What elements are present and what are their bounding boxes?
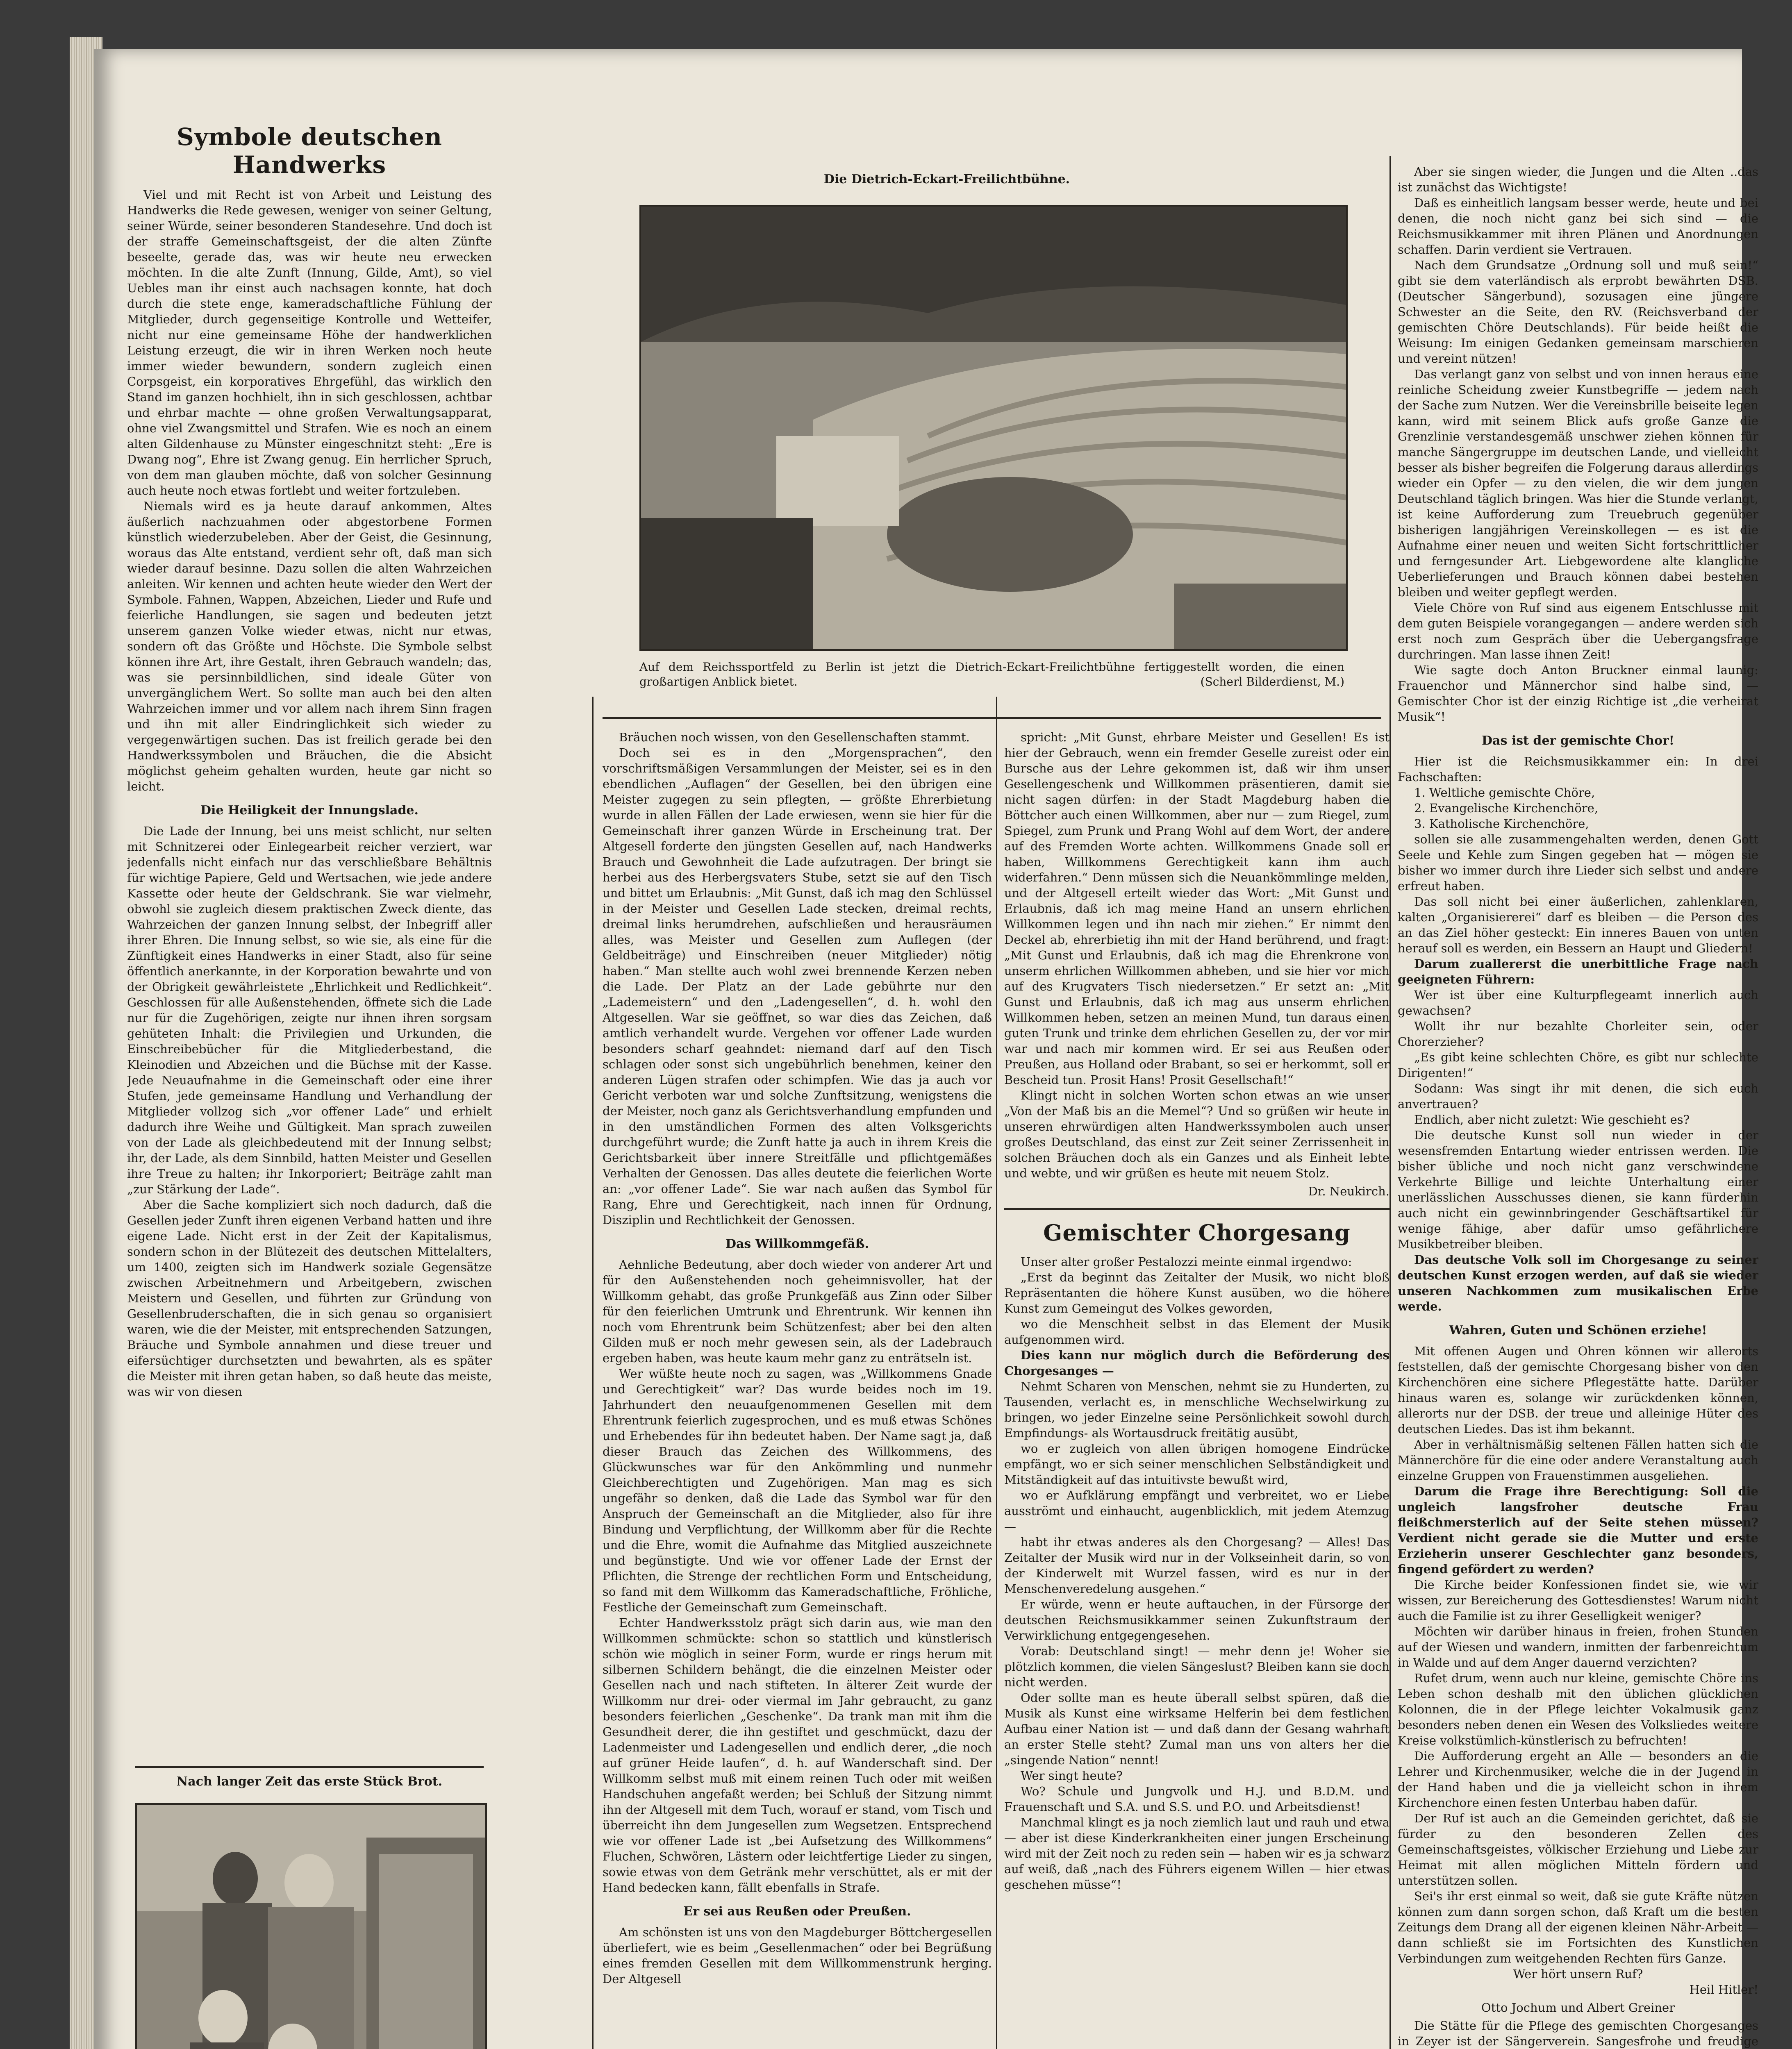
photo-title-buehne: Die Dietrich-Eckart-Freilichtbühne. bbox=[823, 172, 1070, 186]
column-4 bbox=[1398, 164, 1758, 2049]
photo-children-bread bbox=[135, 1803, 487, 2049]
paragraph: Darum die Frage ihre Berechtigung: Soll die ungleich langsfroher deutsche Frau fleißchmersterlich auf der Seite stehen müssen? Verdient nicht gerade sie die Mutter und erste Erzieherin unserer Geschlechter ganz besonders, fingend gefördert zu werden? bbox=[1398, 1484, 1758, 1576]
column-rule bbox=[592, 697, 594, 2049]
paragraph: Wollt ihr nur bezahlte Chorleiter sein, oder Chorerzieher? bbox=[1398, 1019, 1758, 1049]
paragraph: Heil Hitler! bbox=[1689, 1983, 1758, 1997]
column-1 bbox=[127, 123, 492, 1399]
article-title-symbole: Symbole deutschen Handwerks bbox=[177, 123, 442, 179]
paragraph: Bräuchen noch wissen, von den Gesellenschaften stammt. bbox=[619, 730, 970, 744]
paragraph: Mit offenen Augen und Ohren können wir allerorts feststellen, daß der gemischte Chorgesang bisher von den Kirchenchören eine sichere Pflegestätte hatte. Darüber hinaus waren es, solange wir zurückdenken können, allerorts nur der DSB. der treue und alleinige Hüter des deutschen Liedes. Das ist ihm bekannt. bbox=[1398, 1344, 1758, 1436]
paragraph: Vorab: Deutschland singt! — mehr denn je! Woher sie plötzlich kommen, die vielen Sängeslust? Bleiben kann sie doch nicht werden. bbox=[1004, 1644, 1389, 1689]
paragraph: Die Kirche beider Konfessionen findet sie, wie wir wissen, zur Bereicherung des Gottesdienstes! Warum nicht auch die Familie ist zu ihrer Geselligkeit weniger? bbox=[1398, 1578, 1758, 1623]
photo-amphitheater bbox=[639, 205, 1348, 651]
paragraph: spricht: „Mit Gunst, ehrbare Meister und Gesellen! Es ist hier der Gebrauch, wenn ein fremder Geselle zureist oder ein Bursche aus der Lehre gekommen ist, daß wir ihm unser Gesellengeschenk und Willkommen präsentieren, damit sie nicht sagen dürfen: in der Stadt Magdeburg haben die Böttcher auch einen Willkommen, aber nur — zum Riegel, zum Spiegel, zum Prunk und Prang Wohl auf dem Wort, der andere auf des Fremden Worte achten. Willkommens Gnade soll er haben, Willkommens Gerechtigkeit kann ihm auch widerfahren.“ Denn müssen sich die Neuankömmlinge melden, und der Altgesell erteilt wieder das Wort: „Mit Gunst und Erlaubnis, daß ich mag meine Hand an unsern ehrlichen Willkommen legen und ihn nach mir ziehen.“ Er nimmt den Deckel ab, ehrerbietig ihn mit der Hand berührend, und fragt: „Mit Gunst und Erlaubnis, daß ich mag die Ehrenkrone von unserm ehrlichen Willkommen abheben, und sie hier vor mich auf des Krugvaters Tisch niedersetzen.“ Er setzt an: „Mit Gunst und Erlaubnis, daß ich mag aus unserm ehrlichen Willkommen heben, setzen an meinen Mund, tun daraus einen guten Trunk und trinke dem ehrlichen Gesellen zu, der vor mir war und nach mir kommen wird. Er sei aus Reußen oder Preußen, aus Holland oder Brabant, so sei er herkommt, soll er Bescheid tun. Prosit Hans! Prosit Gesellschaft!“ bbox=[1004, 730, 1389, 1087]
paragraph: Wer wüßte heute noch zu sagen, was „Willkommens Gnade und Gerechtigkeit“ war? Das wurde beides noch im 19. Jahrhundert den neuaufgenommenen Gesellen mit dem Ehrentrunk feierlich zugesprochen, und es muß etwas Schönes und Erhebendes für ihn bedeutet haben. Der Name sagt ja, daß dieser Brauch das Zeichen des Willkommens, des Glückwunsches war für den Ankömmling und nunmehr Gleichberechtigten und Zugehörigen. Man mag es sich ungefähr so denken, daß die Lade das Symbol war für den Anspruch der Gemeinschaft an die Mitglieder, also für ihre Bindung und Verpflichtung, der Willkomm aber für die Rechte und die Ehre, womit die Aufnahme das Mitglied auszeichnete und begünstigte. Und wie vor offener Lade der Ernst der Pflichten, die Strenge der rechtlichen Form und Entscheidung, so fand mit dem Willkomm das Kameradschaftliche, Fröhliche, Festliche der Gemeinschaft zum Gemeinschaft. bbox=[603, 1367, 992, 1614]
paragraph: Die Lade der Innung, bei uns meist schlicht, nur selten mit Schnitzerei oder Einlegearbeit reicher verziert, war jedenfalls nicht einfach nur das verschließbare Behältnis für wichtige Papiere, Geld und Wertsachen, wie jede andere Kassette oder heute der Geldschrank. Sie war vielmehr, obwohl sie zugleich diesem praktischen Zweck diente, das Wahrzeichen der ganzen Innung selbst, der Inbegriff aller ihrer Ehren. Die Innung selbst, so wie sie, als eine für die Zünftigkeit eines Handwerks in einer Stadt, also für seine öffentlich anerkannte, in der Korporation bewahrte und von der Obrigkeit gewährleistete „Ehrlichkeit und Redlichkeit“. Geschlossen für alle Außenstehenden, öffnete sich die Lade nur für die Zugehörigen, zeigte nur ihnen ihren sorgsam gehüteten Inhalt: die Privilegien und Urkunden, die Einschreibebücher für die Mitgliederbestand, die Kleinodien und Abzeichen und die Büchse mit der Kasse. Jede Neuaufnahme in die Gemeinschaft oder eine ihrer Stufen, jede gemeinsame Handlung und Verhandlung der Mitglieder vollzog sich „vor offener Lade“ und erhielt dadurch ihre Weihe und Gültigkeit. Man sprach zuweilen von der Lade als gleichbedeutend mit der Innung selbst; ihr, der Lade, als dem Sinnbild, hatten Meister und Gesellen ihre Treue zu halten; ihr Inkorporiert; Beiträge zahlt man „zur Stärkung der Lade“. bbox=[127, 824, 492, 1196]
children-photo-image bbox=[137, 1805, 485, 2049]
column-rule bbox=[996, 697, 997, 2049]
paragraph: Hier ist die Reichsmusikkammer ein: In drei Fachschaften: bbox=[1398, 754, 1758, 784]
paragraph: Aber die Sache kompliziert sich noch dadurch, daß die Gesellen jeder Zunft ihren eigenen Verband hatten und ihre eigene Lade. Nicht erst in der Zeit der Kapitalismus, sondern schon in der Blütezeit des deutschen Mittelalters, um 1400, zeigten sich im Handwerk soziale Gegensätze zwischen Arbeitnehmern und Arbeitgebern, zwischen Meistern und Gesellen, und führten zur Gründung von Gesellenbruderschaften, die in sich genau so organisiert waren, wie die der Meister, mit entsprechenden Satzungen, Bräuche und Symbole annahmen und diese treuer und eifersüchtiger durchsetzten und bewahrten, als es später die Meister mit ihren getan haben, so daß heute das meiste, was wir von diesen bbox=[127, 1198, 492, 1399]
paragraph: wo er zugleich von allen übrigen homogene Eindrücke empfängt, wo er sich seiner menschlichen Selbständigkeit und Mitständigkeit auf das intuitivste bewußt wird, bbox=[1004, 1442, 1389, 1487]
paragraph: Niemals wird es ja heute darauf ankommen, Altes äußerlich nachzuahmen oder abgestorbene Formen künstlich wiederzubeleben. Aber der Geist, die Gesinnung, woraus das Alte entstand, verdient sehr oft, daß man sich wieder darauf besinne. Dazu sollen die alten Wahrzeichen anleiten. Wir kennen und achten heute wieder den Wert der Symbole. Fahnen, Wappen, Abzeichen, Lieder und Rufe und feierliche Handlungen, sie sagen und bedeuten jetzt unserem ganzen Volke wieder etwas, nicht nur etwas, sondern oft das Größte und Höchste. Die Symbole selbst können ihre Art, ihre Gestalt, ihren Gebrauch wandeln; das, was sie persinnbildlichen, sind ideale Güter von unvergänglichem Wert. So sollte man auch bei den alten Wahrzeichen immer und vor allem nach ihrem Sinn fragen und ihn mit aller Eindringlichkeit sich wieder zu vergegenwärtigen suchen. Das ist freilich gerade bei den Handwerkssymbolen und Bräuchen, die die Absicht möglichst geheim gehalten wurden, heute gar nicht so leicht. bbox=[127, 499, 492, 793]
signature-jochum-greiner: Otto Jochum und Albert Greiner bbox=[1481, 2001, 1675, 2015]
paragraph: Am schönsten ist uns von den Magdeburger Böttchergesellen überliefert, wie es beim „Gesellenmachen“ oder bei Begrüßung eines fremden Gesellen mit dem Willkommenstrunk herging. Der Altgesell bbox=[603, 1925, 992, 1986]
paragraph: Das soll nicht bei einer äußerlichen, zahlenklaren, kalten „Organisiererei“ darf es bleiben — die Person des an das Ziel höher gesteckt: Ein inneres Bauen von unten herauf soll es werden, ein Bessern an Haupt und Gliedern! bbox=[1398, 895, 1758, 955]
column-2 bbox=[603, 729, 992, 2049]
subheading-wahren: Wahren, Guten und Schönen erziehe! bbox=[1449, 1323, 1707, 1338]
article-title-chorgesang: Gemischter Chorgesang bbox=[1043, 1220, 1351, 1246]
paragraph: Die Aufforderung ergeht an Alle — besonders an die Lehrer und Kirchenmusiker, welche die in der Jugend in der Hand haben und die ja vielleicht schon in ihrem Kirchenchore einen festen Unterbau haben dafür. bbox=[1398, 1749, 1758, 1810]
paragraph: Viele Chöre von Ruf sind aus eigenem Entschlusse mit dem guten Beispiele vorangegangen — andere werden sich erst noch zum Gespräch über die Uebergangsfrage durchringen. Man lasse ihnen Zeit! bbox=[1398, 601, 1758, 661]
amphitheater-photo-image bbox=[641, 207, 1346, 649]
subheading-gemischter-chor: Das ist der gemischte Chor! bbox=[1482, 734, 1674, 748]
caption-credit: (Scherl Bilderdienst, M.) bbox=[1200, 675, 1344, 688]
paragraph: Nehmt Scharen von Menschen, nehmt sie zu Hunderten, zu Tausenden, verlacht es, in menschliche Wechselwirkung zu bringen, wo jeder Einzelne seine Persönlichkeit sowohl durch Empfindungs- als Wortausdruck freitätig ausübt, bbox=[1004, 1379, 1389, 1440]
paragraph: Doch sei es in den „Morgensprachen“, den vorschriftsmäßigen Versammlungen der Meister, sei es in den ebendlichen „Auflagen“ der Gesellen, bei den übrigen eine Meister zugegen zu sein pflegten, — größte Ehrerbietung wurde in allen Fällen der Lade erwiesen, wenn sie hier für die Gemeinschaft ihrer ganzen Würde in Erscheinung trat. Der Altgesell forderte den jüngsten Gesellen auf, nach Handwerks Brauch und Gewohnheit die Lade aufzutragen. Der bringt sie herbei aus des Herbergsvaters Stube, setzt sie auf den Tisch und bittet um Erlaubnis: „Mit Gunst, daß ich mag den Schlüssel in der Meister und Gesellen Lade stecken, dreimal rechts, dreimal links herumdrehen, aufschließen und herausräumen alles, was Meister und Gesellen zum Auflegen (der Geldbeiträge) und Einschreiben (neuer Mitglieder) nötig haben.“ Man stellte auch wohl zwei brennende Kerzen neben die Lade. Der Platz an der Lade gebührte nur den „Lademeistern“ und den „Ladengesellen“, d. h. wohl den Altgesellen. War sie geöffnet, so war dies das Zeichen, daß amtlich verhandelt wurde. Vergehen vor offener Lade wurden besonders scharf geahndet: niemand darf auf den Tisch schlagen oder sonst sich ungebührlich benehmen, keiner den anderen Lügen strafen oder schimpfen. Wie das ja auch vor Gericht verboten war und solche Zunftsitzung, wenigstens die der Meister, noch ganz als Gerichtsverhandlung empfunden und in den umständlichen Formen des alten Volksgerichts durchgeführt wurde; die Zunft hatte ja auch in ihrem Kreis die Gerichtsbarkeit über innere Streitfälle und pflichtgemäßes Verhalten der Genossen. Das alles deutete die feierlichen Worte an: „vor offener Lade“. Sie war nach außen das Symbol für Rang, Ehre und Gerechtigkeit, nach innen für Ordnung, Disziplin und Rechtlichkeit der Genossen. bbox=[603, 746, 992, 1227]
paragraph: Darum zuallererst die unerbittliche Frage nach geeigneten Führern: bbox=[1398, 957, 1758, 986]
paragraph: wo er Aufklärung empfängt und verbreitet, wo er Liebe ausströmt und einhaucht, augenblicklich, mit jedem Atemzug — bbox=[1004, 1488, 1389, 1533]
paragraph: Das deutsche Volk soll im Chorgesange zu seiner deutschen Kunst erzogen werden, auf daß sie wieder unseren Nachkommen zum musikalischen Erbe werde. bbox=[1398, 1253, 1758, 1313]
paragraph: Unser alter großer Pestalozzi meinte einmal irgendwo: bbox=[1021, 1255, 1352, 1269]
paragraph: „Es gibt keine schlechten Chöre, es gibt nur schlechte Dirigenten!“ bbox=[1398, 1050, 1758, 1080]
column-rule bbox=[1389, 156, 1391, 2049]
subheading-willkomm: Das Willkommgefäß. bbox=[725, 1237, 869, 1251]
paragraph: Endlich, aber nicht zuletzt: Wie geschieht es? bbox=[1414, 1113, 1690, 1127]
paragraph: Sei's ihr erst einmal so weit, daß sie gute Kräfte nützen können zum dann sorgen schon, daß Kraft um die besten Zeitungs dem Drang all der eigenen kleinen Nähr-Arbeit — dann schließt sie im Fortsichten des Kunstlichen Verbindungen zum weitgehenden Rechten fürs Ganze. bbox=[1398, 1889, 1758, 1965]
paragraph: Aber in verhältnismäßig seltenen Fällen hatten sich die Männerchöre für die eine oder andere Veranstaltung auch einzelne Gruppen von Frauenstimmen ausgeliehen. bbox=[1398, 1438, 1758, 1483]
photo-caption-buehne bbox=[639, 660, 1344, 689]
caption-text: Auf dem Reichssportfeld zu Berlin ist jetzt die Dietrich-Eckart-Freilichtbühne fertiggestellt worden, die einen großartigen Anblick bietet. bbox=[639, 660, 1344, 688]
divider bbox=[1004, 1208, 1389, 1210]
paragraph: wo die Menschheit selbst in das Element der Musik aufgenommen wird. bbox=[1004, 1317, 1389, 1347]
paragraph: Daß es einheitlich langsam besser werde, heute und bei denen, die noch nicht ganz bei sich sind — die Reichsmusikkammer mit ihren Plänen und Anordnungen schaffen. Darin verdient sie Vertrauen. bbox=[1398, 196, 1758, 257]
list-item: 1. Weltliche gemischte Chöre, bbox=[1414, 786, 1595, 800]
paragraph: Viel und mit Recht ist von Arbeit und Leistung des Handwerks die Rede gewesen, weniger von seiner Geltung, seiner Würde, seiner besonderen Standesehre. Und doch ist der straffe Gemeinschaftsgeist, der die alten Zünfte beseelte, gerade das, was wir heute neu erwecken möchten. In die alte Zunft (Innung, Gilde, Amt), so viel Uebles man ihr einst auch nachsagen konnte, hat doch durch die stete enge, kameradschaftliche Fühlung der Mitglieder, durch gegenseitige Kontrolle und Wetteifer, nicht nur eine gemeinsame Höhe der handwerklichen Leistung erzeugt, die wir in ihren Werken noch heute immer wieder bewundern, sondern zugleich einen Corpsgeist, ein korporatives Ehrgefühl, das wirklich den Stand im ganzen hochhielt, ihn in sich geschlossen, achtbar und ehrbar machte — ohne großen Verwaltungsapparat, ohne viel Zwangsmittel und Strafen. Wie es noch an einem alten Gildenhause zu Münster eingeschnitzt steht: „Ere is Dwang nog“, Ehre ist Zwang genug. Ein herrlicher Spruch, von dem man glauben möchte, daß von solcher Gesinnung auch heute noch etwas fortlebt und weiter fortzuleben. bbox=[127, 188, 492, 497]
paragraph: Die deutsche Kunst soll nun wieder in der wesensfremden Entartung wieder entrissen werden. Die bisher übliche und noch nicht ganz verschwindene Verkehrte Billige und leichte Unterhaltung einer unerlässlichen Ausschusses dienen, sie kann fürderhin auch nicht ein gewinnbringender Geschäftsartikel für wenige fähige, aber dafür umso gefährlichere Musikbetreiber bleiben. bbox=[1398, 1128, 1758, 1251]
paragraph: Er würde, wenn er heute auftauchen, in der Fürsorge der deutschen Reichsmusikkammer seinen Zukunftstraum der Verwirklichung entgegengesehen. bbox=[1004, 1597, 1389, 1642]
paragraph: habt ihr etwas anderes als den Chorgesang? — Alles! Das Zeitalter der Musik wird nur in der Volkseinheit darin, so von der Kinderwelt mit Wurzel fassen, wird es nur in der Menschenveredelung ausgehen.“ bbox=[1004, 1535, 1389, 1596]
paragraph: Manchmal klingt es ja noch ziemlich laut und rauh und etwa — aber ist diese Kinderkrankheiten einer jungen Erscheinung wird mit der Zeit noch zu reden sein — haben wir es ja schwarz auf weiß, daß „nach des Führers eigenem Willen — hier etwas geschehen müsse“! bbox=[1004, 1815, 1389, 1892]
paragraph: Wie sagte doch Anton Bruckner einmal launig: Frauenchor und Männerchor sind halbe sind, — Gemischter Chor ist der einzig Richtige ist „die verheirat Musik“! bbox=[1398, 663, 1758, 724]
paragraph: Wo? Schule und Jungvolk und H.J. und B.D.M. und Frauenschaft und S.A. und S.S. und P.O. und Arbeitsdienst! bbox=[1004, 1784, 1389, 1814]
divider bbox=[135, 1766, 484, 1768]
divider bbox=[603, 717, 1381, 719]
subheading-reussen: Er sei aus Reußen oder Preußen. bbox=[683, 1904, 911, 1919]
paragraph: Oder sollte man es heute überall selbst spüren, daß die Musik als Kunst eine wirksame Helferin bei dem festlichen Aufbau einer Nation ist — und daß dann der Gesang wahrhaft an erster Stelle steht? Zumal man uns von alters her die „singende Nation“ nennt! bbox=[1004, 1691, 1389, 1767]
paragraph: Wer hört unsern Ruf? bbox=[1513, 1967, 1643, 1981]
subheading-lade: Die Heiligkeit der Innungslade. bbox=[200, 803, 418, 818]
paragraph: Wer ist über eine Kulturpflegeamt innerlich auch gewachsen? bbox=[1398, 988, 1758, 1018]
paragraph: Die Stätte für die Pflege des gemischten Chorgesanges in Zeyer ist der Sängerverein. Sangesfrohe und freudige bbox=[1398, 2019, 1758, 2048]
paragraph: Nach dem Grundsatze „Ordnung soll und muß sein!“ gibt sie dem vaterländisch als erprobt bewährten DSB. (Deutscher Sängerbund), sozusagen eine jüngere Schwester an die Seite, den RV. (Reichsverband der gemischten Chöre Deutschlands). Für beide heißt die Weisung: Im einigen Gedanken gemeinsam marschieren und vereint nützen! bbox=[1398, 258, 1758, 366]
photo-title-brot: Nach langer Zeit das erste Stück Brot. bbox=[176, 1774, 443, 1789]
list-item: 3. Katholische Kirchenchöre, bbox=[1414, 817, 1589, 831]
paragraph: Dies kann nur möglich durch die Beförderung des Chorgesanges — bbox=[1004, 1348, 1389, 1378]
list-item: 2. Evangelische Kirchenchöre, bbox=[1414, 801, 1599, 815]
paragraph: Wer singt heute? bbox=[1021, 1769, 1123, 1783]
paragraph: Das verlangt ganz von selbst und von innen heraus eine reinliche Scheidung zweier Kunstbegriffe — jedem nach der Sache zum Nutzen. Wer die Vereinsbrille beiseite legen kann, wird mit seinem Blick aufs große Ganze die Grenzlinie verstandesgemäß unschwer ziehen können für manche Sängergruppe im deutschen Lande, und vielleicht besser als bisher begreifen die Folgerung daraus allerdings wieder ein Opfer — zu den vielen, die wir dem jungen Deutschland täglich bringen. Was hier die Stunde verlangt, ist keine Aufforderung zum Treuebruch gegenüber bisherigen langjährigen Vereinskollegen — es ist die Aufnahme einer neuen und weiten Sicht fortschrittlicher und ferngesunder Art. Liebgewordene alte klangliche Ueberlieferungen und Brauch können dabei bestehen bleiben und weiter gepflegt werden. bbox=[1398, 367, 1758, 599]
paragraph: „Erst da beginnt das Zeitalter der Musik, wo nicht bloß Repräsentanten die höhere Kunst ausüben, wo die höhere Kunst zum Gemeingut des Volkes geworden, bbox=[1004, 1270, 1389, 1315]
signature-neukirch: Dr. Neukirch. bbox=[1308, 1184, 1389, 1198]
paragraph: Aehnliche Bedeutung, aber doch wieder von anderer Art und für den Außenstehenden noch geheimnisvoller, hat der Willkomm gehabt, das große Prunkgefäß aus Zinn oder Silber für den feierlichen Umtrunk und Ehrentrunk. Wir kennen ihn noch vom Ehrentrunk beim Schützenfest; aber bei den alten Gilden muß er noch mehr gewesen sein, als der Ladebrauch ergeben haben, was heute kaum mehr ganz zu enträtseln ist. bbox=[603, 1258, 992, 1365]
paragraph: Möchten wir darüber hinaus in freien, frohen Stunden auf der Wiesen und wandern, inmitten der farbenreichtum in Walde und auf dem Anger dauernd verzichten? bbox=[1398, 1624, 1758, 1670]
paragraph: Sodann: Was singt ihr mit denen, die sich euch anvertrauen? bbox=[1398, 1081, 1758, 1111]
paragraph: Echter Handwerksstolz prägt sich darin aus, wie man den Willkommen schmückte: schon so stattlich und künstlerisch schön wie möglich in seiner Form, wurde er rings herum mit silbernen Schildern behängt, die die einzelnen Meister oder Gesellen nach und nach stifteten. In älterer Zeit wurde der Willkomm nur drei- oder viermal im Jahr gebraucht, zu ganz besonders feierlichen „Geschenke“. Da trank man mit ihm die Gesundheit derer, die ihn gestiftet und geschmückt, dazu der Ladenmeister und Ladengesellen und endlich derer, „die noch auf grüner Heide laufen“, d. h. auf Wanderschaft sind. Der Willkomm selbst muß mit einem reinen Tuch oder mit weißen Handschuhen angefaßt werden; bei Schluß der Sitzung nimmt ihn der Altgesell mit dem Tuch, worauf er stand, vom Tisch und überreicht ihn dem Jungesellen zum Wegsetzen. Entsprechend wie vor offener Lade ist „bei Aufsetzung des Willkommens“ Fluchen, Schwören, Lästern oder leichtfertige Lieder zu singen, sowie etwas von dem Getränk mehr verschüttet, als er mit der Hand bedecken kann, fällt ebenfalls in Strafe. bbox=[603, 1616, 992, 1895]
paragraph: Aber sie singen wieder, die Jungen und die Alten ..das ist zunächst das Wichtigste! bbox=[1398, 165, 1758, 194]
paragraph: sollen sie alle zusammengehalten werden, denen Gott Seele und Kehle zum Singen gegeben hat — mögen sie bisher wo immer durch ihre Lieder sich selbst und andere erfreut haben. bbox=[1398, 832, 1758, 893]
paragraph: Klingt nicht in solchen Worten schon etwas an wie unser „Von der Maß bis an die Memel“? Und so grüßen wir heute in unseren ehrwürdigen alten Handwerkssymbolen auch unser großes Deutschland, das einst zur Zeit seiner Zerrissenheit in solchen Bräuchen doch als ein Ganzes und als Einheit lebte und webte, und wir grüßen es heute mit neuem Stolz. bbox=[1004, 1088, 1389, 1180]
column-3 bbox=[1004, 729, 1389, 2049]
paragraph: Der Ruf ist auch an die Gemeinden gerichtet, daß sie fürder zu den besonderen Zellen des Gemeinschaftsgeistes, völkischer Erziehung und Liebe zur Heimat mit allen möglichen Mitteln fördern und unterstützen sollen. bbox=[1398, 1811, 1758, 1888]
paragraph: Rufet drum, wenn auch nur kleine, gemischte Chöre ins Leben schon deshalb mit den üblichen glücklichen Kolonnen, die in der Pflege leichter Vokalmusik ganz besonders neben denen ein Wesen des Volksliedes weitere Kreise volkstümlich-künstlerisch zu befruchten! bbox=[1398, 1671, 1758, 1747]
